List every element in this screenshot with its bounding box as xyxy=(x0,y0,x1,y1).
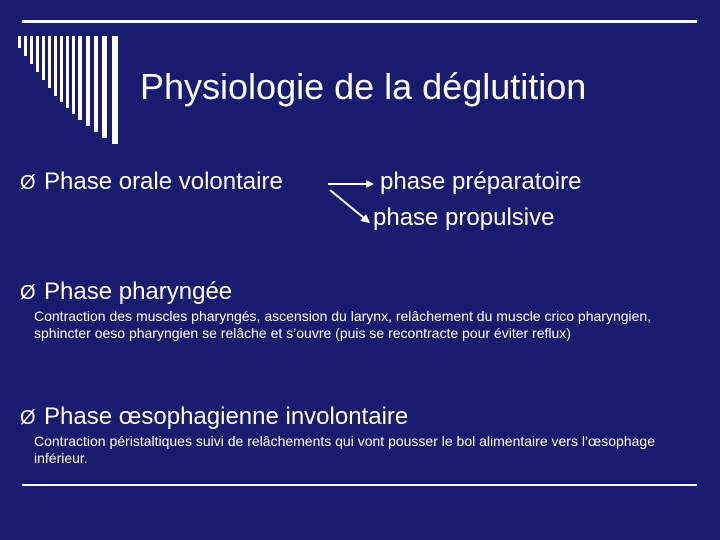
detail-phase-pharyngee: Contraction des muscles pharyngés, ascension du larynx, relâchement du muscle crico pharyngien, sphincter oeso pharyngien se relâche et s’ouvre (puis se recontracte pour éviter reflux) xyxy=(34,308,652,341)
bullet-phase-oesophagienne xyxy=(20,403,408,431)
branch-phase-propulsive: phase propulsive xyxy=(373,204,555,231)
bullet-label: Phase œsophagienne involontaire xyxy=(44,403,409,430)
bullet-label: Phase orale volontaire xyxy=(44,168,283,195)
bottom-rule xyxy=(22,484,697,486)
bullet-arrow-icon: Ø xyxy=(20,407,36,429)
branch-arrows-icon xyxy=(326,176,376,228)
branch-phase-preparatoire: phase préparatoire xyxy=(380,168,582,195)
bullet-phase-orale xyxy=(20,168,283,196)
bullet-label: Phase pharyngée xyxy=(44,278,233,305)
top-rule xyxy=(22,20,697,23)
bullet-arrow-icon: Ø xyxy=(20,282,36,304)
slide-title: Physiologie de la déglutition xyxy=(140,66,587,107)
bullet-arrow-icon: Ø xyxy=(20,172,36,194)
detail-phase-oesophagienne: Contraction péristaltiques suivi de relâchements qui vont pousser le bol alimentaire vers l’œsophage inférieur. xyxy=(34,433,655,466)
bullet-phase-pharyngee xyxy=(20,278,232,306)
